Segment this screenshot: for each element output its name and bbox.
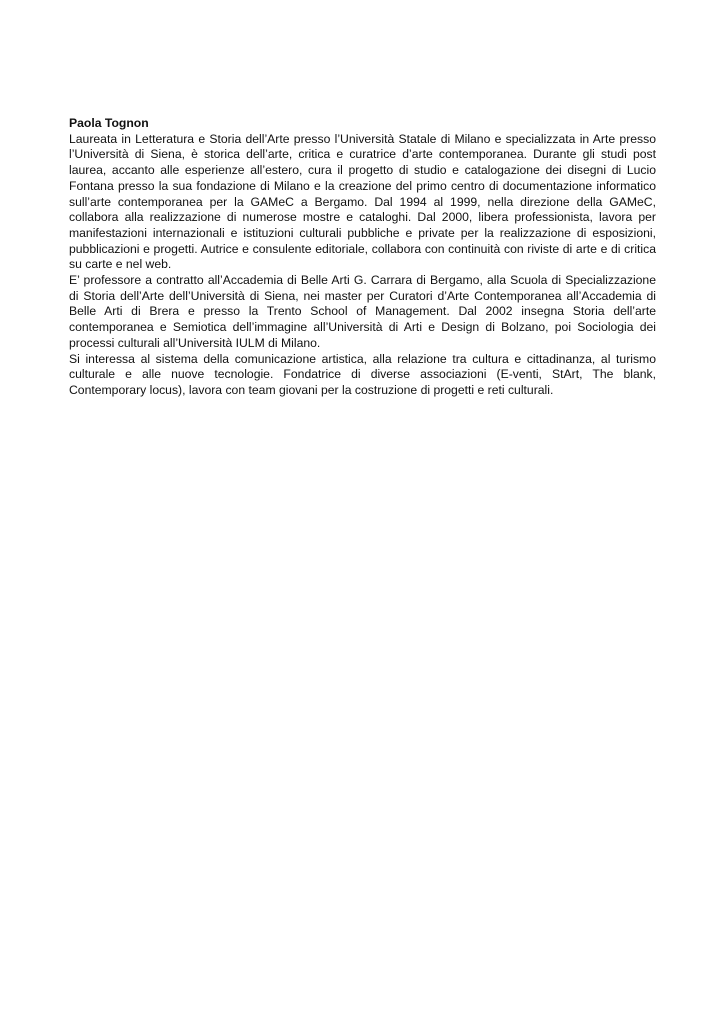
biography-paragraph-teaching: E’ professore a contratto all’Accademia di Belle Arti G. Carrara di Bergamo, alla Scuola di Specializzazione di Storia dell’Arte dell’Università di Siena, nei master per Curatori d’Arte Contemporanea all’Accademia di Belle Arti di Brera e presso la Trento School of Management. Dal 2002 insegna Storia dell’arte contemporanea e Semiotica dell’immagine all’Università di Arti e Design di Bolzano, poi Sociologia dei processi culturali all’Università IULM di Milano.	[69, 273, 656, 350]
biography-paragraph-interests: Si interessa al sistema della comunicazione artistica, alla relazione tra cultura e cittadinanza, al turismo culturale e alle nuove tecnologie. Fondatrice di diverse associazioni (E-venti, StArt, The blank, Contemporary locus), lavora con team giovani per la costruzione di progetti e reti culturali.	[69, 351, 656, 397]
biography-block	[69, 116, 656, 399]
author-name: Paola Tognon	[69, 116, 149, 130]
biography-paragraph-education: Laureata in Letteratura e Storia dell’Arte presso l’Università Statale di Milano e specializzata in Arte presso l’Università di Siena, è storica dell’arte, critica e curatrice d’arte contemporanea. Durante gli studi post laurea, accanto alle esperienze all’estero, cura il progetto di studio e catalogazione dei disegni di Lucio Fontana presso la sua fondazione di Milano e la creazione del primo centro di documentazione informatico sull’arte contemporanea per la GAMeC a Bergamo. Dal 1994 al 1999, nella direzione della GAMeC, collabora alla realizzazione di numerose mostre e cataloghi. Dal 2000, libera professionista, lavora per manifestazioni internazionali e istituzioni culturali pubbliche e private per la realizzazione di esposizioni, pubblicazioni e progetti. Autrice e consulente editoriale, collabora con continuità con riviste di arte e di critica su carte e nel web.	[69, 131, 656, 272]
